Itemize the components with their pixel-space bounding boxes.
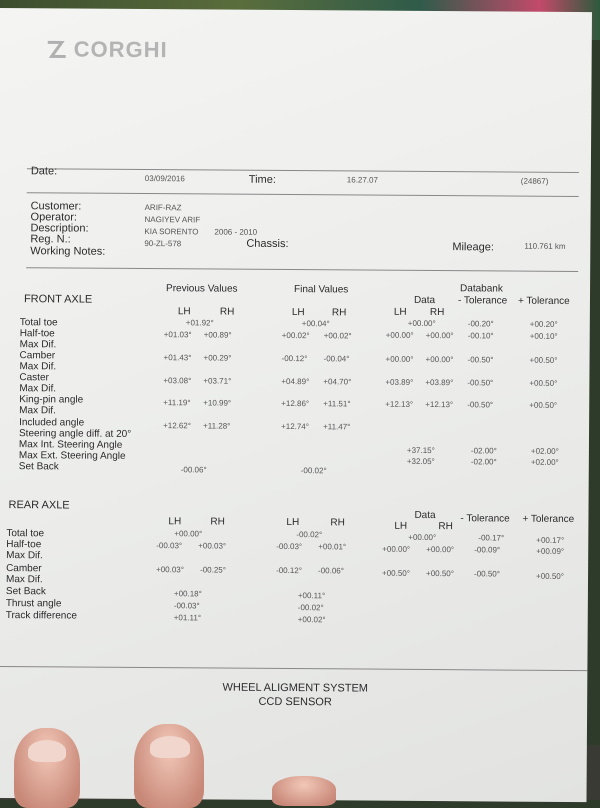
rear-track-diff-prev: +01.11° bbox=[173, 613, 202, 623]
rear-camber-maxdif-label: Max Dif. bbox=[5, 574, 43, 586]
rear-minus-tolerance-header: - Tolerance bbox=[460, 513, 510, 525]
reg-label: Reg. N.: bbox=[30, 233, 71, 246]
footer-rule bbox=[0, 666, 587, 671]
description-label: Description: bbox=[30, 222, 89, 235]
rear-thrust-label: Thrust angle bbox=[5, 598, 62, 610]
front-final-header: Final Values bbox=[294, 284, 349, 296]
front-camber-final-rh: -00.04° bbox=[323, 354, 350, 364]
front-camber-prev-rh: +00.29° bbox=[203, 353, 232, 363]
rear-half-toe-prev-rh: +00.03° bbox=[198, 541, 227, 551]
front-kingpin-prev-rh: +10.99° bbox=[203, 398, 232, 408]
rear-total-toe-plus: +00.17° bbox=[536, 535, 565, 545]
front-included-prev-rh: +11.28° bbox=[203, 421, 231, 431]
front-caster-plus: +00.50° bbox=[529, 378, 558, 388]
description-value: KIA SORENTO bbox=[144, 227, 199, 237]
rear-data-lh-header: LH bbox=[394, 520, 408, 532]
printout-sheet bbox=[0, 8, 592, 802]
rear-set-back-label: Set Back bbox=[5, 586, 46, 598]
footer-sensor-name: CCD SENSOR bbox=[258, 695, 332, 709]
front-camber-maxdif-label: Max Dif. bbox=[19, 361, 57, 373]
front-caster-prev-rh: +03.71° bbox=[203, 376, 232, 386]
front-total-toe-data: +00.00° bbox=[407, 318, 436, 329]
time-label: Time: bbox=[248, 173, 276, 186]
rear-plus-tolerance-header: + Tolerance bbox=[522, 513, 575, 526]
front-data-header: Data bbox=[413, 294, 436, 307]
front-set-back-final: -00.02° bbox=[300, 466, 327, 476]
rear-half-toe-minus: -00.09° bbox=[474, 545, 501, 555]
front-half-toe-prev-rh: +00.89° bbox=[203, 330, 232, 340]
rear-prev-rh-header: RH bbox=[210, 516, 225, 528]
front-half-toe-data-rh: +00.00° bbox=[425, 330, 454, 341]
rear-track-diff-final: +00.02° bbox=[297, 615, 326, 625]
front-half-toe-plus: +00.10° bbox=[529, 331, 558, 341]
rear-total-toe-label: Total toe bbox=[6, 528, 45, 540]
chassis-label: Chassis: bbox=[246, 237, 289, 251]
rear-camber-final-rh: -00.06° bbox=[318, 566, 345, 576]
date-label: Date: bbox=[30, 165, 58, 178]
front-total-toe-minus: -00.20° bbox=[467, 319, 494, 329]
front-caster-prev-lh: +03.08° bbox=[163, 376, 192, 386]
date-value: 03/09/2016 bbox=[144, 174, 185, 184]
front-kingpin-final-rh: +11.51° bbox=[323, 399, 351, 409]
front-kingpin-prev-lh: +11.19° bbox=[163, 398, 191, 408]
mileage-value: 110.761 km bbox=[524, 241, 566, 251]
footer-system-name: WHEEL ALIGMENT SYSTEM bbox=[222, 681, 369, 695]
rear-thrust-final: -00.02° bbox=[297, 603, 324, 613]
front-half-toe-data-lh: +00.00° bbox=[385, 330, 414, 340]
rear-camber-minus: -00.50° bbox=[474, 569, 500, 579]
front-max-int-minus: -02.00° bbox=[470, 446, 497, 456]
rear-camber-final-lh: -00.12° bbox=[276, 565, 303, 576]
front-camber-minus: -00.50° bbox=[467, 355, 494, 365]
rear-final-rh-header: RH bbox=[330, 517, 345, 529]
front-caster-data-rh: +03.89° bbox=[425, 377, 454, 388]
front-final-lh-header: LH bbox=[291, 307, 305, 319]
brand-mark-icon bbox=[46, 38, 68, 60]
rear-half-toe-final-lh: -00.03° bbox=[276, 541, 303, 552]
front-half-toe-prev-lh: +01.03° bbox=[163, 330, 192, 340]
rear-half-toe-data-lh: +00.00° bbox=[382, 544, 411, 554]
front-steer-diff-label: Steering angle diff. at 20° bbox=[18, 428, 132, 440]
front-camber-prev-lh: +01.43° bbox=[163, 353, 192, 363]
front-databank-header: Databank bbox=[460, 283, 503, 295]
front-camber-final-lh: -00.12° bbox=[281, 353, 308, 364]
rear-total-toe-minus: -00.17° bbox=[478, 533, 505, 543]
mileage-label: Mileage: bbox=[452, 241, 494, 254]
front-minus-tolerance-header: - Tolerance bbox=[457, 295, 508, 307]
front-camber-data-lh: +00.00° bbox=[385, 354, 414, 364]
rear-total-toe-final: -00.02° bbox=[296, 530, 323, 540]
info-bottom-rule bbox=[26, 267, 578, 272]
front-set-back-prev: -00.06° bbox=[180, 465, 207, 475]
front-max-int-data: +37.15° bbox=[406, 445, 435, 456]
front-half-toe-final-lh: +00.02° bbox=[281, 330, 310, 341]
rear-half-toe-label: Half-toe bbox=[6, 539, 42, 551]
brand-logo bbox=[46, 36, 168, 63]
rear-camber-prev-rh: -00.25° bbox=[200, 565, 227, 575]
rear-set-back-final: +00.11° bbox=[297, 591, 326, 601]
rear-axle-title: REAR AXLE bbox=[8, 499, 70, 512]
description-years: 2006 - 2010 bbox=[214, 227, 258, 237]
rear-camber-label: Camber bbox=[6, 563, 42, 575]
front-included-final-lh: +12.74° bbox=[281, 421, 310, 432]
rear-track-diff-label: Track difference bbox=[5, 610, 77, 622]
front-included-prev-lh: +12.62° bbox=[163, 421, 192, 431]
report-number: (24867) bbox=[520, 176, 549, 186]
customer-value: ARIF-RAZ bbox=[144, 203, 182, 213]
finger-right bbox=[272, 776, 336, 806]
header-bottom-rule bbox=[27, 192, 579, 197]
header-top-rule bbox=[27, 168, 579, 173]
front-prev-rh-header: RH bbox=[219, 306, 235, 318]
front-caster-label: Caster bbox=[19, 372, 49, 384]
brand-name: CORGHI bbox=[73, 36, 168, 63]
front-kingpin-data-lh: +12.13° bbox=[385, 399, 414, 409]
front-data-rh-header: RH bbox=[429, 307, 445, 319]
front-total-toe-final: +00.04° bbox=[301, 319, 330, 329]
front-previous-header: Previous Values bbox=[166, 283, 238, 295]
rear-half-toe-maxdif-label: Max Dif. bbox=[6, 550, 43, 562]
front-camber-plus: +00.50° bbox=[529, 355, 558, 365]
rear-camber-data-rh: +00.50° bbox=[426, 568, 454, 579]
front-prev-lh-header: LH bbox=[177, 306, 191, 318]
rear-camber-plus: +00.50° bbox=[536, 571, 564, 581]
front-caster-final-lh: +04.89° bbox=[281, 376, 310, 387]
rear-total-toe-prev: +00.00° bbox=[174, 529, 203, 539]
front-kingpin-minus: -00.50° bbox=[467, 400, 494, 410]
front-kingpin-data-rh: +12.13° bbox=[425, 399, 454, 410]
rear-half-toe-plus: +00.09° bbox=[536, 546, 565, 556]
rear-camber-data-lh: +00.50° bbox=[382, 568, 410, 578]
front-kingpin-label: King-pin angle bbox=[19, 394, 84, 406]
front-max-ext-data: +32.05° bbox=[406, 456, 435, 467]
front-half-toe-maxdif-label: Max Dif. bbox=[19, 339, 57, 351]
rear-final-lh-header: LH bbox=[286, 517, 300, 529]
front-caster-data-lh: +03.89° bbox=[385, 377, 414, 387]
front-max-ext-plus: +02.00° bbox=[530, 457, 559, 467]
rear-half-toe-final-rh: +00.01° bbox=[318, 542, 347, 552]
working-notes-label: Working Notes: bbox=[30, 245, 106, 258]
rear-data-rh-header: RH bbox=[438, 521, 453, 533]
front-kingpin-maxdif-label: Max Dif. bbox=[19, 405, 56, 417]
front-included-label: Included angle bbox=[19, 417, 85, 429]
rear-thrust-prev: -00.03° bbox=[173, 601, 200, 611]
front-axle-title: FRONT AXLE bbox=[23, 293, 93, 306]
front-included-final-rh: +11.47° bbox=[323, 422, 351, 432]
reg-value: 90-ZL-578 bbox=[144, 239, 182, 249]
front-total-toe-prev: +01.92° bbox=[185, 318, 214, 328]
rear-prev-lh-header: LH bbox=[168, 516, 182, 528]
front-caster-maxdif-label: Max Dif. bbox=[19, 383, 57, 395]
front-caster-final-rh: +04.70° bbox=[323, 377, 352, 387]
rear-total-toe-data: +00.00° bbox=[408, 532, 437, 543]
front-total-toe-plus: +00.20° bbox=[529, 319, 558, 329]
front-final-rh-header: RH bbox=[331, 307, 347, 319]
front-max-ext-label: Max Ext. Steering Angle bbox=[18, 450, 126, 462]
front-half-toe-label: Half-toe bbox=[19, 328, 55, 340]
rear-set-back-prev: +00.18° bbox=[173, 589, 202, 599]
time-value: 16.27.07 bbox=[346, 175, 378, 185]
front-camber-label: Camber bbox=[19, 350, 56, 362]
front-max-int-label: Max Int. Steering Angle bbox=[18, 439, 123, 451]
front-set-back-label: Set Back bbox=[18, 461, 59, 473]
front-plus-tolerance-header: + Tolerance bbox=[517, 295, 570, 307]
front-camber-data-rh: +00.00° bbox=[425, 354, 454, 365]
front-max-int-plus: +02.00° bbox=[530, 446, 559, 456]
front-total-toe-label: Total toe bbox=[19, 317, 58, 329]
operator-label: Operator: bbox=[30, 211, 78, 224]
front-data-lh-header: LH bbox=[393, 306, 407, 318]
rear-camber-prev-lh: +00.03° bbox=[156, 565, 185, 575]
operator-value: NAGIYEV ARIF bbox=[144, 215, 201, 225]
front-caster-minus: -00.50° bbox=[467, 378, 494, 388]
fingernail-middle bbox=[150, 736, 190, 758]
fingernail-left bbox=[28, 740, 66, 762]
rear-half-toe-prev-lh: -00.03° bbox=[156, 541, 183, 551]
front-half-toe-final-rh: +00.02° bbox=[323, 331, 352, 341]
front-max-ext-minus: -02.00° bbox=[470, 457, 497, 467]
customer-label: Customer: bbox=[30, 200, 82, 213]
front-kingpin-plus: +00.50° bbox=[529, 400, 558, 410]
rear-half-toe-data-rh: +00.00° bbox=[426, 544, 455, 555]
front-kingpin-final-lh: +12.86° bbox=[281, 398, 310, 409]
rear-data-header: Data bbox=[414, 509, 436, 522]
front-half-toe-minus: -00.10° bbox=[467, 331, 494, 341]
